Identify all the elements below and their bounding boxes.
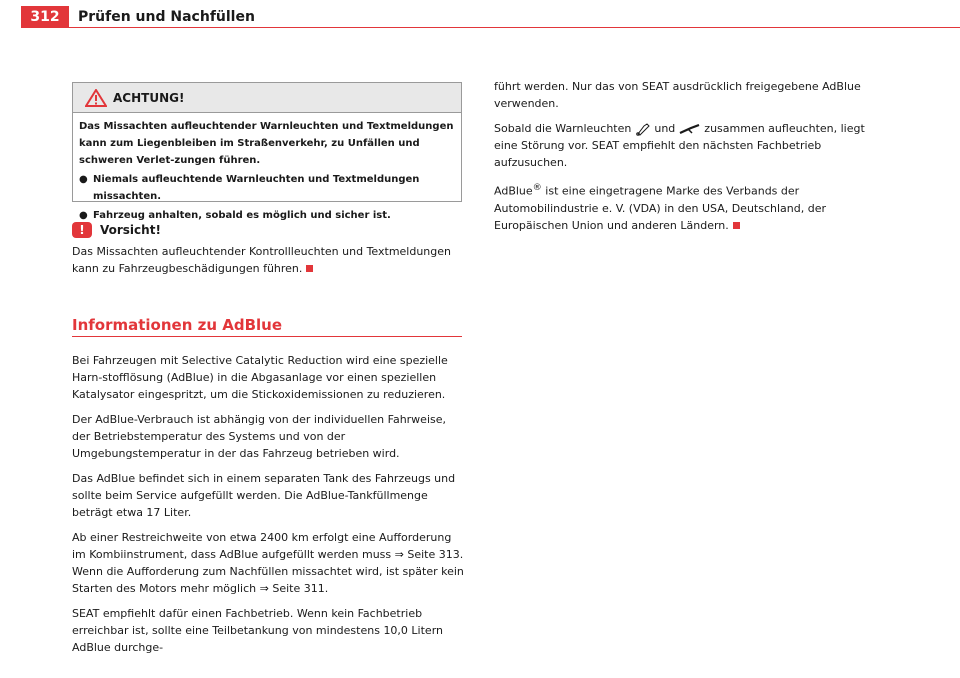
adblue-nozzle-icon [635,122,651,136]
caution-header [72,220,462,240]
page-reference-link[interactable]: ⇒ Seite 311 [259,582,325,595]
paragraph: Bei Fahrzeugen mit Selective Catalytic Reduction wird eine spezielle Harn-stofflösung (AdBlue) in die Abgasanlage vor einen speziellen Katalysator eingespritzt, um die Stickoxidemissionen zu reduzieren. [72,354,448,401]
page-title: Prüfen und Nachfüllen [78,9,255,25]
paragraph: Der AdBlue-Verbrauch ist abhängig von der individuellen Fahrweise, der Betriebstemperatur des Systems und von der Umgebungstemperatur in der das Fahrzeug betrieben wird. [72,413,446,460]
warning-intro: Das Missachten aufleuchtender Warnleuchten und Textmeldungen kann zum Liegenbleiben im Straßenverkehr, zu Unfällen und schweren Verlet-zungen führen. [79,121,454,166]
warning-bullet-text: Fahrzeug anhalten, sobald es möglich und sicher ist. [93,210,391,221]
page-header [0,0,960,28]
paragraph: Sobald die Warnleuchten und zusammen aufleuchten, liegt eine Störung vor. SEAT empfiehlt den nächsten Fachbetrieb aufzusuchen. [494,122,865,169]
warning-title: ACHTUNG! [113,90,185,105]
end-mark-icon [733,222,740,229]
caution-title: Vorsicht! [100,223,161,237]
warning-bullet [79,171,455,205]
caution-text: Das Missachten aufleuchtender Kontrollleuchten und Textmeldungen kann zu Fahrzeugbeschädigungen führen. [72,245,452,275]
paragraph: AdBlue® ist eine eingetragene Marke des Verbands der Automobilindustrie e. V. (VDA) in den USA, Deutschland, der Europäischen Union und anderen Ländern. [494,182,827,232]
paragraph: Ab einer Restreichweite von etwa 2400 km erfolgt eine Aufforderung im Kombiinstrument, dass AdBlue aufgefüllt werden muss ⇒ Seite 313. Wenn die Aufforderung zum Nachfüllen missachtet wird, ist später kein Starten des Motors mehr möglich ⇒ Seite 311. [72,531,464,595]
right-column-text [494,78,886,242]
header-divider [69,27,960,28]
warning-triangle-icon [85,89,107,107]
caution-icon: ! [72,222,92,238]
warning-bullet-text: Niemals aufleuchtende Warnleuchten und Textmeldungen missachten. [93,174,420,202]
page-number: 312 [21,6,69,28]
paragraph: SEAT empfiehlt dafür einen Fachbetrieb. Wenn kein Fachbetrieb erreichbar ist, sollte eine Teilbetankung von mindestens 10,0 Litern AdBlue durchge- [72,607,443,654]
caution-note [72,220,462,277]
engine-wrench-icon [679,124,701,134]
warning-body [73,113,461,224]
paragraph: Das AdBlue befindet sich in einem separaten Tank des Fahrzeugs und sollte beim Service aufgefüllt werden. Die AdBlue-Tankfüllmenge beträgt etwa 17 Liter. [72,472,456,519]
section-title: Informationen zu AdBlue [72,316,283,334]
warning-box [72,82,462,221]
paragraph: führt werden. Nur das von SEAT ausdrücklich freigegebene AdBlue verwenden. [494,80,861,110]
section-divider [72,336,462,337]
end-mark-icon [306,265,313,272]
bullet-icon: ● [79,210,88,221]
bullet-icon: ● [79,174,88,185]
page-reference-link[interactable]: ⇒ Seite 313 [394,548,460,561]
warning-header [73,83,461,113]
left-column-text [72,352,464,664]
